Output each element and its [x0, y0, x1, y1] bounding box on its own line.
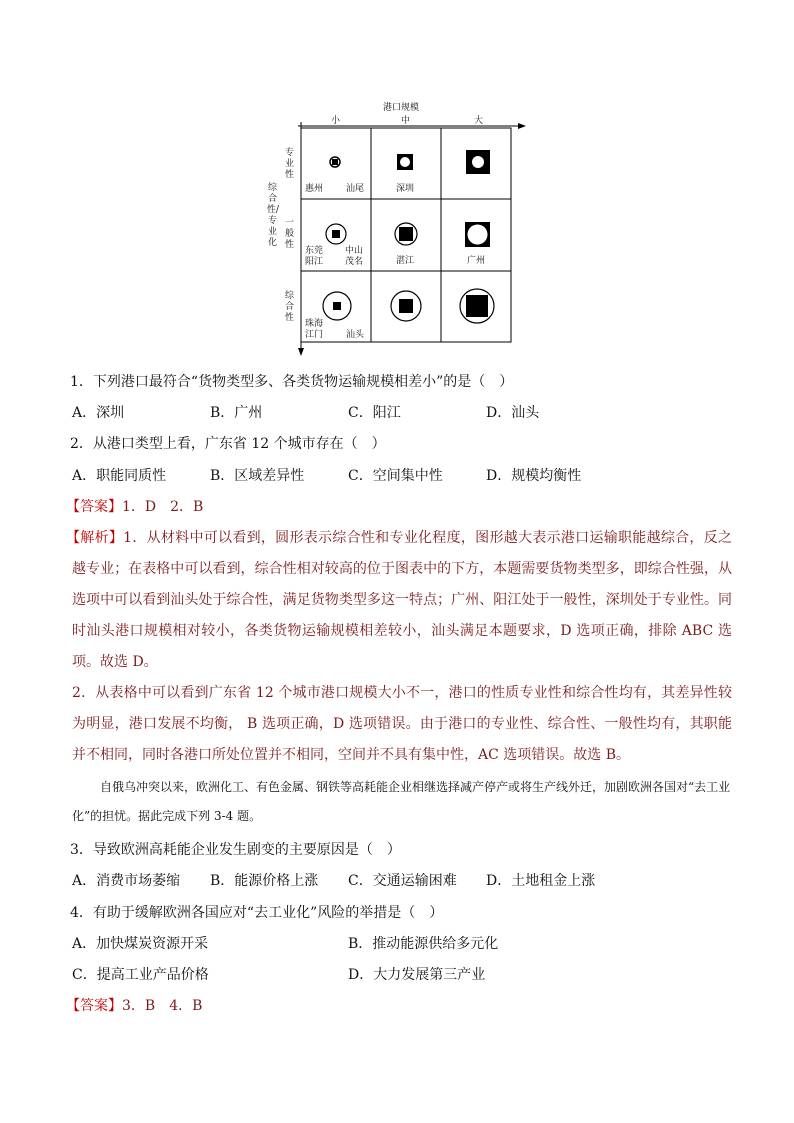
analysis-text-1: 1．从材料中可以看到，圆形表示综合性和专业化程度，图形越大表示港口运输职能越综合，反之越专业；在表格中可以看到，综合性相对较高的位于图表中的下方，本题需要货物类型多，即综合性强，从选项中可以看到汕头处于综合性，满足货物类型多这一特点；广州、阳江处于一般性，深圳处于专业性。同时汕头港口规模相对较小，各类货物运输规模相差较小，汕头满足本题要求，D 选项正确，排除 ABC 选项。故选 D。: [72, 530, 733, 670]
q4-option-d[interactable]: D．大力发展第三产业: [348, 967, 486, 983]
label-yangjiang: 阳江: [305, 257, 324, 267]
label-shanwei: 汕尾: [346, 184, 365, 194]
q2-option-d[interactable]: D．规模均衡性: [486, 468, 582, 484]
label-jiangmen: 江门: [305, 330, 324, 340]
q4-option-a[interactable]: A．加快煤炭资源开采: [72, 936, 209, 952]
q1-option-a[interactable]: A．深圳: [72, 405, 125, 421]
row-label-general: 一般性: [284, 218, 294, 250]
q1-option-b[interactable]: B．广州: [210, 405, 263, 421]
q3-option-a[interactable]: A．消费市场萎缩: [72, 873, 181, 889]
symbol-r2c2: [460, 289, 494, 323]
symbol-r2c1: [391, 291, 421, 321]
label-zhanjiang: 湛江: [396, 256, 415, 266]
symbol-r1c1: [395, 223, 417, 245]
x-axis-arrow: [518, 123, 526, 129]
symbol-r0c0: [330, 157, 340, 167]
q2-option-b[interactable]: B．区域差异性: [210, 468, 305, 484]
label-huizhou: 惠州: [305, 184, 324, 194]
q4-option-b[interactable]: B．推动能源供给多元化: [348, 936, 499, 952]
row-label-specialized: 专业性: [284, 148, 294, 180]
analysis-paragraph-1: [66, 523, 733, 678]
answer-1-2: [66, 497, 203, 517]
label-shenzhen: 深圳: [396, 184, 415, 194]
label-zhongshan: 中山: [345, 246, 364, 256]
q3-stem: 3．导致欧洲高耗能企业发生剧变的主要原因是（ ）: [70, 842, 401, 858]
analysis-text-2: 2．从表格中可以看到广东省 12 个城市港口规模大小不一，港口的性质专业性和综合性均有，其差异性较为明显，港口发展不均衡， B 选项正确，D 选项错误。由于港口的专业性、综合性、一般性均有，其职能并不相同，同时各港口所处位置并不相同，空间并不具有集中性，AC 选项错误。故选 B。: [72, 685, 732, 763]
q3-option-b[interactable]: B．能源价格上涨: [210, 873, 319, 889]
row-label-comprehensive: 综合性: [284, 291, 294, 323]
q1-stem: 1．下列港口最符合“货物类型多、各类货物运输规模相差小”的是（ ）: [70, 374, 514, 390]
symbol-r0c2: [466, 150, 490, 174]
q2-option-a[interactable]: A．职能同质性: [72, 468, 167, 484]
q4-stem: 4．有助于缓解欧洲各国应对“去工业化”风险的举措是（ ）: [70, 905, 444, 921]
symbol-r1c0: [326, 224, 346, 244]
answer-text: 1．D 2．B: [122, 499, 204, 515]
col-label-small: 小: [331, 116, 341, 126]
left-axis-title: 综合性/专业化: [267, 183, 280, 248]
q3-option-d[interactable]: D．土地租金上涨: [486, 873, 596, 889]
col-label-medium: 中: [401, 116, 411, 126]
answer-label-2: 【答案】: [66, 998, 122, 1014]
answer-label: 【答案】: [66, 499, 122, 515]
q2-stem: 2．从港口类型上看，广东省 12 个城市存在（ ）: [70, 436, 386, 452]
q2-option-c[interactable]: C．空间集中性: [348, 468, 443, 484]
q1-option-c[interactable]: C．阳江: [348, 405, 401, 421]
port-classification-diagram: [260, 98, 530, 360]
label-dongguan: 东莞: [305, 246, 324, 256]
diagram-graphics: [260, 98, 530, 360]
answer-3-4: [66, 996, 202, 1016]
y-axis-arrow: [298, 348, 304, 356]
analysis-label: 【解析】: [66, 530, 124, 546]
col-label-large: 大: [474, 116, 484, 126]
label-guangzhou: 广州: [467, 256, 486, 266]
q3-option-c[interactable]: C．交通运输困难: [348, 873, 457, 889]
answer-text-2: 3．B 4．B: [122, 998, 203, 1014]
q4-option-c[interactable]: C．提高工业产品价格: [72, 967, 209, 983]
symbol-r2c0: [323, 292, 351, 320]
label-shantou: 汕头: [346, 330, 365, 340]
reading-passage: 自俄乌冲突以来，欧洲化工、有色金属、钢铁等高耗能企业相继选择减产停产或将生产线外迁，加剧欧洲各国对“去工业化”的担忧。据此完成下列 3-4 题。: [72, 780, 731, 823]
label-maoming: 茂名: [345, 257, 364, 267]
analysis-paragraph-2: [72, 678, 732, 771]
top-axis-title: 港口规模: [383, 103, 420, 113]
label-zhuhai: 珠海: [305, 319, 324, 329]
symbol-r0c1: [397, 154, 413, 170]
symbol-r1c2: [465, 222, 490, 247]
q1-option-d[interactable]: D．汕头: [486, 405, 540, 421]
